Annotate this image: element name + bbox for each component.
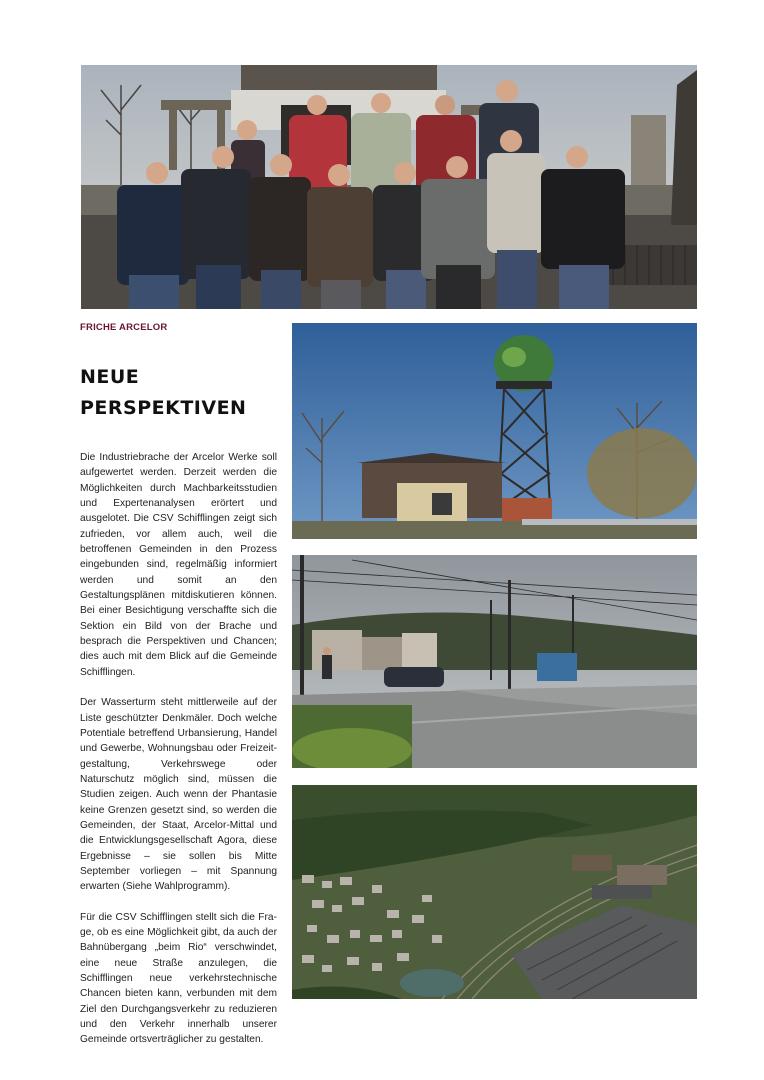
street-photo [292, 555, 697, 768]
page-title [80, 362, 280, 424]
paragraph: Die Industriebrache der Arcelor Werke soll aufgewertet werden. Derzeit werden die Möglichkeiten durch Machbarkeitsstudien und Expertenanalysen erörtert und ausgelotet. Die CSV Schifflingen zeigt sich zufrieden, vor allem auch, weil die betroffenen Gemeinden in den Prozess eingebunden sind, regelmäßig informiert werden und somit an den Gestaltungsplänen mitdiskutieren können. Bei einer Besichtigung verschaffte sich die Sektion ein Bild von der Brache und besprach die Perspektiven und Chancen; dies auch mit dem Blick auf die Gemeinde Schifflingen. [80, 452, 277, 678]
water-tower-photo [292, 323, 697, 539]
aerial-photo [292, 785, 697, 999]
headline-line-1: NEUE [80, 366, 140, 388]
paragraph: Der Wasserturm steht mittlerweile auf der Liste geschützter Denkmäler. Doch welche Potentiale betreffend Urbansierung, Handel und Gewerbe, Wohnungsbau oder Freizeitgestaltung, Verkehrswege oder Naturschutz möglich sind, müssen die Studien zeigen. Auch wenn der Phantasie keine Grenzen gesetzt sind, so werden die Gemeinden, der Staat, Arcelor-Mittal und die Entwicklungsgesellschaft Agora, diese Ergebnisse – sie sollen bis Mitte September vorliegen – mit Spannung erwarten (Siehe Wahlprogramm). [80, 697, 277, 893]
paragraph: Für die CSV Schifflingen stellt sich die Frage, ob es eine Möglichkeit gibt, da auch der Bahnübergang „beim Rio“ verschwindet, eine neue Straße anzulegen, die Schifflingen neue verkehrstechnische Chancen bieten kann, verbunden mit dem Ziel den Durchgangsverkehr zu reduzieren und den Verkehr innerhalb unserer Gemeinde ortsverträglicher zu gestalten. [80, 911, 277, 1046]
headline-line-2: PERSPEKTIVEN [80, 397, 247, 419]
article-body [80, 450, 277, 1063]
section-label: FRICHE ARCELOR [80, 322, 168, 333]
group-photo [81, 65, 697, 309]
